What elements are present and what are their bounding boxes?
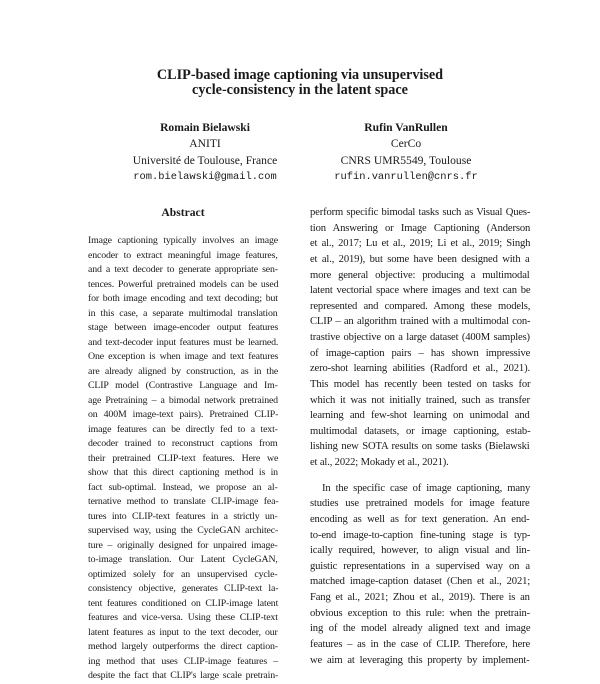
text-line: trastive objective on a large dataset (400M samples) [310,332,530,343]
text-line: optimized solely for an unsupervised cycle- [88,568,278,580]
text-line: CLIP – an algorithm trained with a multimodal con- [310,316,531,328]
text-line: are already aligned by construction, as in the [88,365,279,377]
author-name: Romain Bielawski [160,121,250,134]
text-line: in this case, a separate multimodal translation [88,307,278,319]
author-name: Rufin VanRullen [364,121,448,134]
text-line: Image captioning typically involves an image [88,235,278,246]
text-line: guistic representations in a supervised way on a [310,560,530,572]
text-line: ing method that uses CLIP-image features – [88,655,278,667]
text-line: obvious exception to this rule: when the pretrain- [310,607,531,619]
text-line: ture – originally designed for unpaired image- [88,539,278,551]
text-line: learning and few-shot learning on unimodal and [310,410,530,422]
text-line: ing of the model already aligned text and image [310,623,531,635]
title-line: cycle-consistency in the latent space [192,81,408,98]
text-line: their pretrained CLIP-text features. Here we [88,452,279,464]
text-line: studies use pretrained models for image feature [310,498,530,510]
text-line: et al., 2019), but some have been designed with a [310,253,530,265]
text-line: tences. Powerful pretrained models can be used [88,278,279,290]
text-line: ically required, however, to align visual and lin- [310,545,530,557]
text-line: more general objective: producing a multimodal [310,269,530,281]
text-line: image features can be directly fed to a text- [88,423,278,435]
author-block [306,120,506,186]
text-line: In the specific case of image captioning, many [322,482,531,494]
text-line: of image-caption pairs – has shown impressive [310,347,531,359]
text-line: encoder to extract meaningful image features, [88,249,278,261]
body-paragraph [310,481,530,669]
abstract-text [88,234,278,684]
text-line: multimodal datasets, or image captioning, estab- [310,425,531,437]
text-line: we aim at leveraging this property by implement- [310,654,530,666]
text-line: for both image encoding and text decoding; but [88,293,278,304]
text-line: features – as in the case of CLIP. Therefore, here [310,638,531,650]
text-line: CLIP model (Contrastive Language and Im- [88,380,278,391]
author-email: rufin.vanrullen@cnrs.fr [334,171,478,184]
text-line: supervised way, using the CycleGAN architec- [88,525,279,536]
text-line: ternative method to translate CLIP-image fea- [88,496,279,507]
text-line: consistency objective, generates CLIP-text la- [88,583,279,594]
title-line: CLIP-based image captioning via unsupervised [156,67,444,83]
author-institution: Université de Toulouse, France [132,153,278,167]
text-line: One exception is when image and text features [88,351,279,362]
text-line: method largely outperforms the direct caption- [88,641,278,652]
text-line: features and vice-versa. Using these CLIP-text [88,612,278,623]
text-line: decoder trained to reconstruct captions from [88,438,278,449]
text-line: age Pretraining – a bimodal network pretrained [88,394,278,406]
text-line: et al., 2017; Lu et al., 2019; Li et al., 2019; Singh [310,238,531,250]
author-email: rom.bielawski@gmail.com [133,171,277,184]
body-column [310,205,530,668]
text-line: perform specific bimodal tasks such as Visual Ques- [310,207,531,218]
abstract-heading: Abstract [161,206,205,219]
author-affiliation: ANITI [189,137,221,151]
text-line: This model has recently been tested on tasks for [310,378,531,390]
body-paragraph [310,205,530,471]
text-line: zero-shot learning abilities (Radford et al., 2021). [310,363,530,375]
text-line: et al., 2022; Mokady et al., 2021). [310,457,449,468]
text-line: despite the fact that CLIP's large scale pretrain- [88,670,279,681]
paragraph-gap [310,471,530,481]
text-line: fact sub-optimal. Instead, we propose an al- [88,481,278,493]
text-line: tion Answering or Image Captioning (Anderson [310,222,531,234]
text-line: latent vectorial space where images and text can be [310,285,531,297]
author-institution: CNRS UMR5549, Toulouse [340,153,472,167]
text-line: Fang et al., 2021; Zhou et al., 2019). There is an [310,592,530,603]
paper-title [0,68,600,97]
text-line: and a text decoder to generate appropriate sen- [88,264,278,275]
text-line: show that this direct captioning method is in [88,467,278,478]
text-line: on 400M image-text pairs). Pretrained CLIP- [88,409,279,420]
text-line: tent features conditioned on CLIP-image latent [88,597,279,609]
text-line: and text-decoder input features must be learned. [88,336,279,348]
text-line: latent features as input to the text decoder, our [88,626,278,638]
author-block [105,120,305,186]
text-line: tures into CLIP-text features in a strictly un- [88,510,278,522]
text-line: represented and compared. Among these models, [310,300,531,312]
text-line: matched image-caption dataset (Chen et al., 2021; [310,576,531,588]
text-line: to-image translation. Our Latent CycleGAN, [88,554,278,565]
text-line: which it was not initially trained, such as transfer [310,394,530,406]
text-line: stage between image-encoder output features [88,322,279,333]
author-affiliation: CerCo [390,137,422,151]
text-line: lishing new SOTA results on some tasks (Bielawski [310,441,530,453]
text-line: encoding as well as for text generation. An end- [310,513,530,525]
text-line: to-end image-to-caption fine-tuning stage is typ- [310,529,531,541]
